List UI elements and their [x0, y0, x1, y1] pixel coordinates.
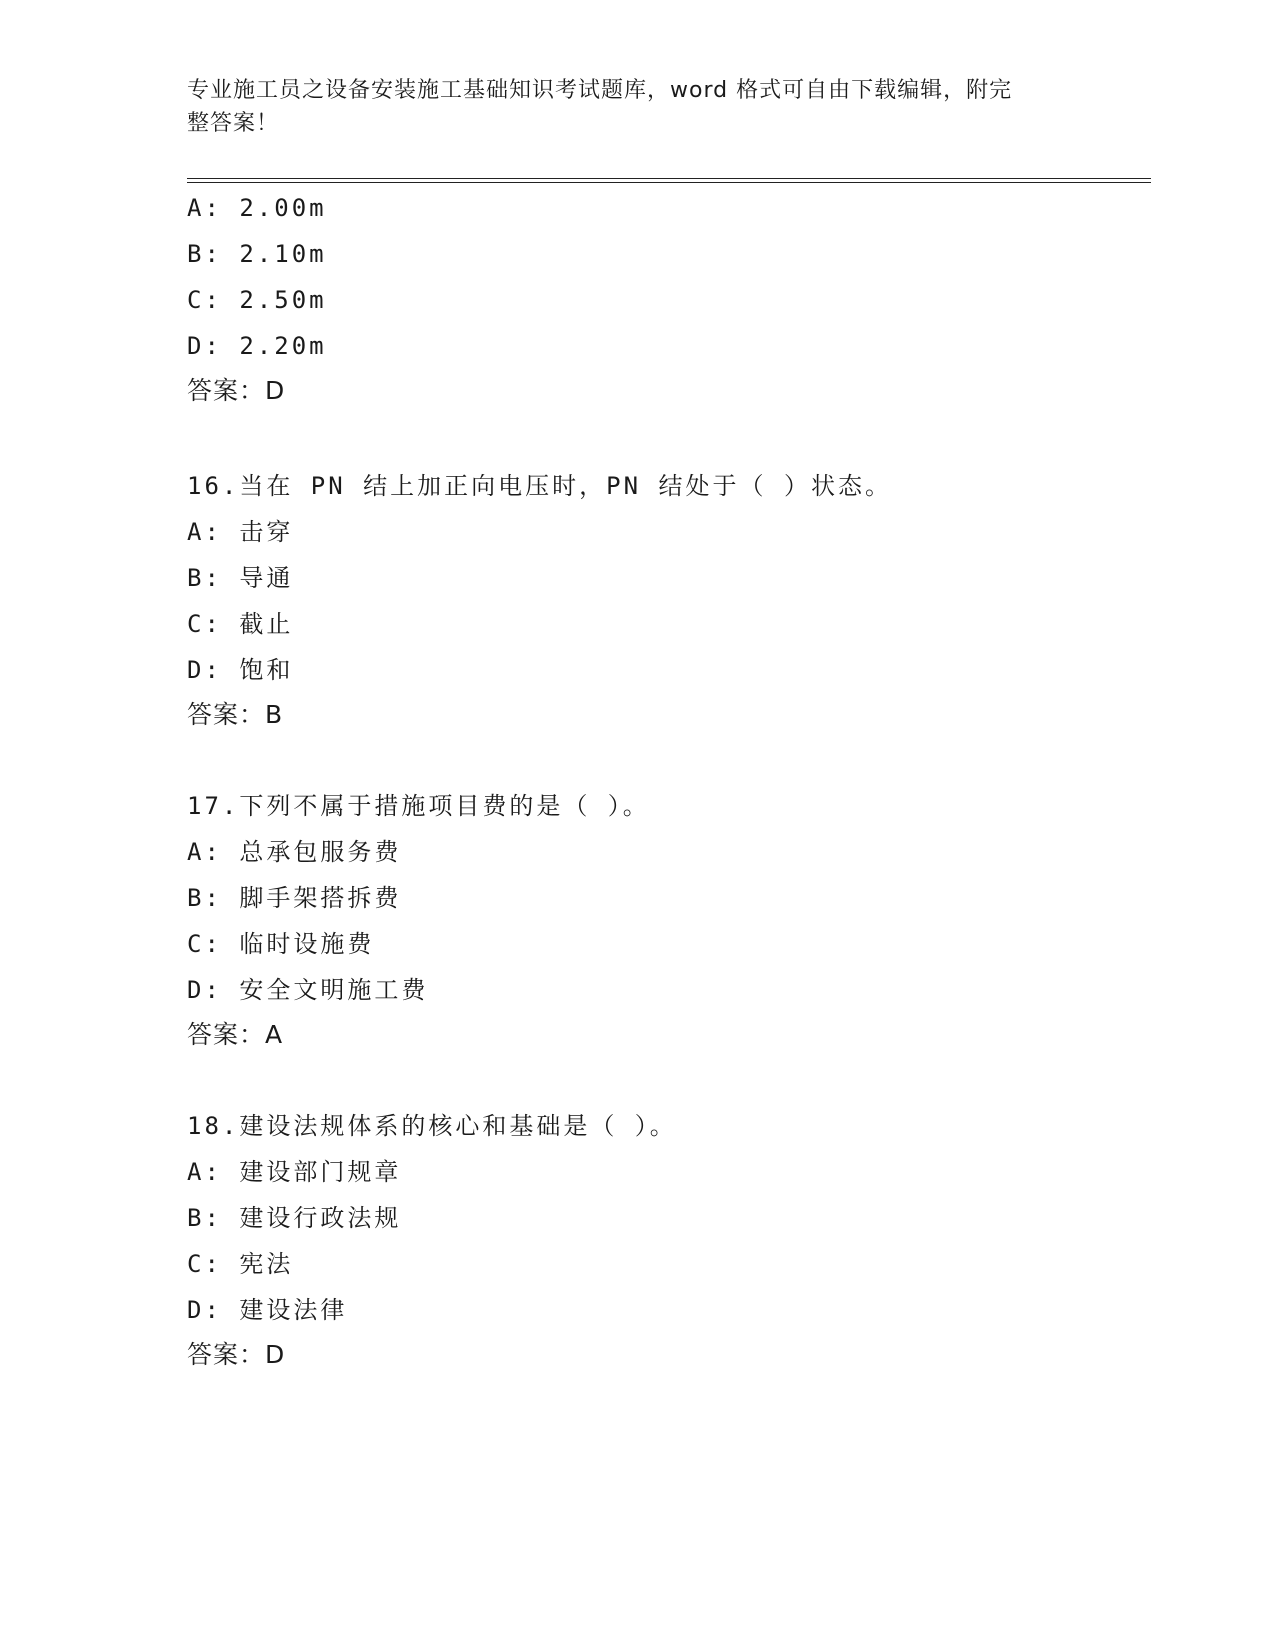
question-16-option-c: C: 截止	[187, 610, 294, 638]
prev-option-a: A: 2.00m	[187, 194, 327, 222]
header-divider-top	[187, 178, 1151, 179]
question-17-option-d: D: 安全文明施工费	[187, 976, 429, 1004]
question-16-answer: 答案：B	[187, 700, 284, 729]
document-header	[187, 74, 1067, 140]
question-16-option-b: B: 导通	[187, 564, 294, 592]
prev-option-d: D: 2.20m	[187, 332, 327, 360]
question-16-option-d: D: 饱和	[187, 656, 294, 684]
header-line-2: 整答案！	[187, 111, 280, 136]
prev-option-b: B: 2.10m	[187, 240, 327, 268]
prev-answer: 答案：D	[187, 376, 286, 405]
question-18-option-d: D: 建设法律	[187, 1296, 348, 1324]
header-line-1: 专业施工员之设备安装施工基础知识考试题库，word 格式可自由下载编辑，附完	[187, 78, 1013, 103]
question-16-text: 16.当在 PN 结上加正向电压时，PN 结处于（ ）状态。	[187, 472, 892, 500]
question-17-text: 17.下列不属于措施项目费的是（ ）。	[187, 792, 650, 820]
question-17-option-b: B: 脚手架搭拆费	[187, 884, 402, 912]
question-18-option-a: A: 建设部门规章	[187, 1158, 402, 1186]
question-16-option-a: A: 击穿	[187, 518, 294, 546]
question-18-answer: 答案：D	[187, 1340, 286, 1369]
header-divider-bottom	[187, 182, 1151, 183]
question-18-option-b: B: 建设行政法规	[187, 1204, 402, 1232]
question-18-text: 18.建设法规体系的核心和基础是（ ）。	[187, 1112, 677, 1140]
question-17-option-c: C: 临时设施费	[187, 930, 375, 958]
question-17-answer: 答案：A	[187, 1020, 284, 1049]
question-17-option-a: A: 总承包服务费	[187, 838, 402, 866]
question-18-option-c: C: 宪法	[187, 1250, 294, 1278]
prev-option-c: C: 2.50m	[187, 286, 327, 314]
